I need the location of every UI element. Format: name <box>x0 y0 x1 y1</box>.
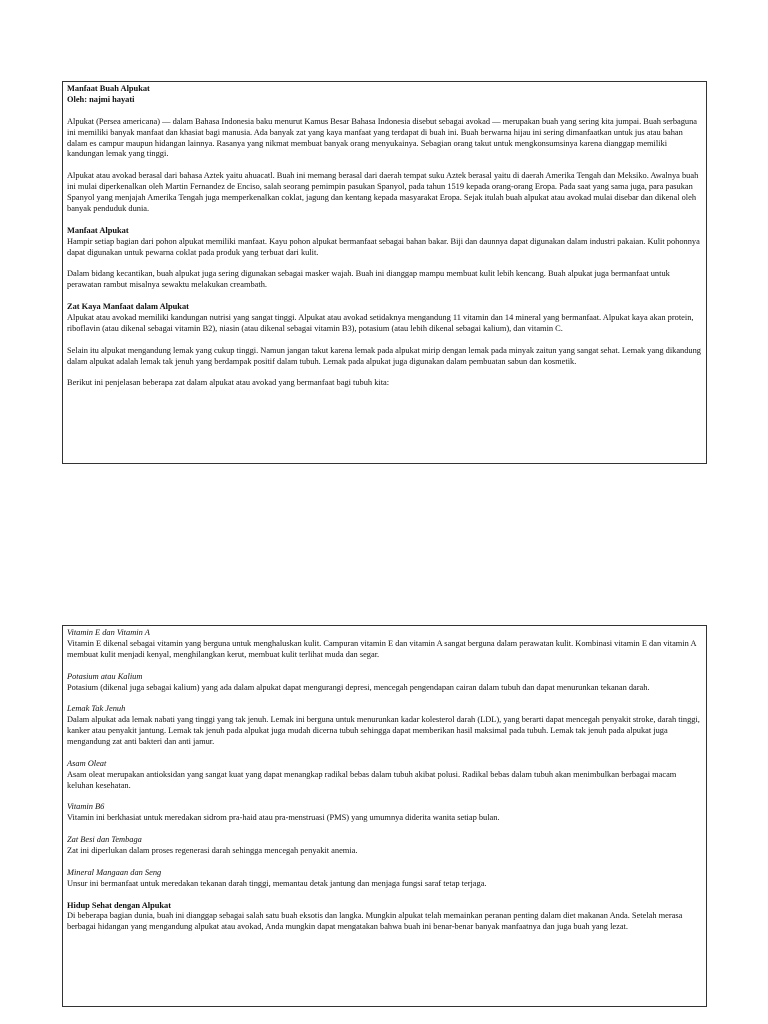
zat-besi-text: Zat ini diperlukan dalam proses regenerasi darah sehingga mencegah penyakit anemia. <box>67 846 358 856</box>
lemak-heading: Lemak Tak Jenuh <box>67 704 126 714</box>
potasium-text: Potasium (dikenal juga sebagai kalium) yang ada dalam alpukat dapat mengurangi depresi, mencegah pengendapan cairan dalam tubuh dan dapat menurunkan tekanan darah. <box>67 682 650 692</box>
intro-paragraph-1: Alpukat (Persea americana) — dalam Bahasa Indonesia baku menurut Kamus Besar Bahasa Indonesia disebut sebagai avokad — merupakan buah yang sering kita jumpai. Buah serbaguna ini memiliki banyak manfaat dan khasiat bagi manusia. Ada banyak zat yang kaya manfaat yang terdapat di buah ini. Buah berwarna hijau ini sering dimanfaatkan untuk jus atau bahan dalam es campur maupun hidangan lainnya. Rasanya yang nikmat membuat banyak orang menyukainya. Sebagian orang takut untuk mengkonsumsinya karena dianggap memiliki kandungan lemak yang tinggi. <box>67 116 698 159</box>
zat-besi-heading: Zat Besi dan Tembaga <box>67 835 142 845</box>
mineral-text: Unsur ini bermanfaat untuk meredakan tekanan darah tinggi, memantau detak jantung dan menjaga fungsi saraf tetap terjaga. <box>67 878 487 888</box>
potasium-heading: Potasium atau Kalium <box>67 671 143 681</box>
vitamin-b6-text: Vitamin ini berkhasiat untuk meredakan sidrom pra-haid atau pra-menstruasi (PMS) yang umumnya diderita wanita setiap bulan. <box>67 813 500 823</box>
manfaat-paragraph-2: Dalam bidang kecantikan, buah alpukat juga sering digunakan sebagai masker wajah. Buah ini dianggap mampu membuat kulit lebih kencang. Buah alpukat juga bermanfaat untuk perawatan rambut misalnya sewaktu melakukan creambath. <box>67 269 670 290</box>
zat-paragraph-1: Alpukat atau avokad memiliki kandungan nutrisi yang sangat tinggi. Alpukat atau avokad setidaknya mengandung 11 vitamin dan 14 mineral yang bermanfaat. Alpukat kaya akan protein, riboflavin (atau dikenal sebagai vitamin B2), niasin (atau dikenal sebagai vitamin B3), potasium (atau lebih dikenal sebagai kalium), dan vitamin C. <box>67 312 694 333</box>
asam-oleat-heading: Asam Oleat <box>67 758 107 768</box>
hidup-sehat-heading: Hidup Sehat dengan Alpukat <box>67 900 172 910</box>
intro-paragraph-2: Alpukat atau avokad berasal dari bahasa Aztek yaitu ahuacatl. Buah ini memang berasal dari daerah tempat suku Aztek berasal yaitu di daerah Amerika Tengah dan Meksiko. Awalnya buah ini mulai diperkenalkan oleh Martin Fernandez de Enciso, salah seorang pemimpin pasukan Spanyol, pada tahun 1519 kepada orang-orang Eropa. Pada saat yang sama juga, para pasukan Spanyol yang menjajah Amerika Tengah juga memperkenalkan coklat, jagung dan kentang kepada masyarakat Eropa. Sejak itulah buah alpukat atau avokad mulai disebar dan dikenal oleh banyak penduduk dunia. <box>67 171 699 213</box>
manfaat-heading: Manfaat Alpukat <box>67 225 129 235</box>
vitamin-b6-heading: Vitamin B6 <box>67 802 105 812</box>
zat-paragraph-2: Selain itu alpukat mengandung lemak yang cukup tinggi. Namun jangan takut karena lemak pada alpukat mirip dengan lemak pada minyak zaitun yang sangat sehat. Lemak yang dikandung dalam alpukat adalah lemak tak jenuh yang berdampak positif dalam tubuh. Lemak pada alpukat juga digunakan dalam pembuatan sabun dan kosmetik. <box>67 345 701 366</box>
mineral-heading: Mineral Mangaan dan Seng <box>67 867 162 877</box>
lemak-text: Dalam alpukat ada lemak nabati yang tinggi yang tak jenuh. Lemak ini berguna untuk menurunkan kadar kolesterol darah (LDL), yang berarti dapat mencegah penyakit stroke, darah tinggi, kanker atau penyakit jantung. Lemak tak jenuh pada alpukat juga mudah dicerna tubuh sehingga dapat memberikan hasil maksimal pada tubuh. Lemak tak jenuh pada alpukat juga mengandung zat anti bakteri dan anti jamur. <box>67 715 700 747</box>
vitamin-e-heading: Vitamin E dan Vitamin A <box>67 628 150 637</box>
manfaat-paragraph-1: Hampir setiap bagian dari pohon alpukat memiliki manfaat. Kayu pohon alpukat bermanfaat sebagai bahan bakar. Biji dan daunnya dapat digunakan dalam industri pakaian. Kulit pohonnya dapat digunakan untuk pewarna coklat pada produk yang terbuat dari kulit. <box>67 236 700 257</box>
zat-paragraph-3: Berikut ini penjelasan beberapa zat dalam alpukat atau avokad yang bermanfaat bagi tubuh kita: <box>67 378 390 388</box>
zat-heading: Zat Kaya Manfaat dalam Alpukat <box>67 302 189 312</box>
hidup-sehat-text: Di beberapa bagian dunia, buah ini dianggap sebagai salah satu buah eksotis dan langka. Mungkin alpukat telah memainkan peranan penting dalam diet makanan Anda. Setelah merasa berbagai hidangan yang mengandung alpukat atau avokad, Anda mungkin dapat mengatakan bahwa buah ini benar-benar banyak manfaatnya dan juga buah yang lezat. <box>67 911 683 932</box>
document-title: Manfaat Buah Alpukat <box>67 84 150 93</box>
page-1-content <box>62 81 707 464</box>
vitamin-e-text: Vitamin E dikenal sebagai vitamin yang berguna untuk menghaluskan kulit. Campuran vitamin E dan vitamin A sangat berguna dalam perawatan kulit. Kombinasi vitamin E dan vitamin A membuat kulit menjadi kenyal, menghilangkan kerut, membuat kulit terlihat muda dan segar. <box>67 638 697 659</box>
document-author: Oleh: najmi hayati <box>67 94 135 104</box>
page-2-content <box>62 625 707 1007</box>
asam-oleat-text: Asam oleat merupakan antioksidan yang sangat kuat yang dapat menangkap radikal bebas dalam tubuh akibat polusi. Radikal bebas dalam tubuh akan menimbulkan berbagai macam keluhan kesehatan. <box>67 769 677 790</box>
